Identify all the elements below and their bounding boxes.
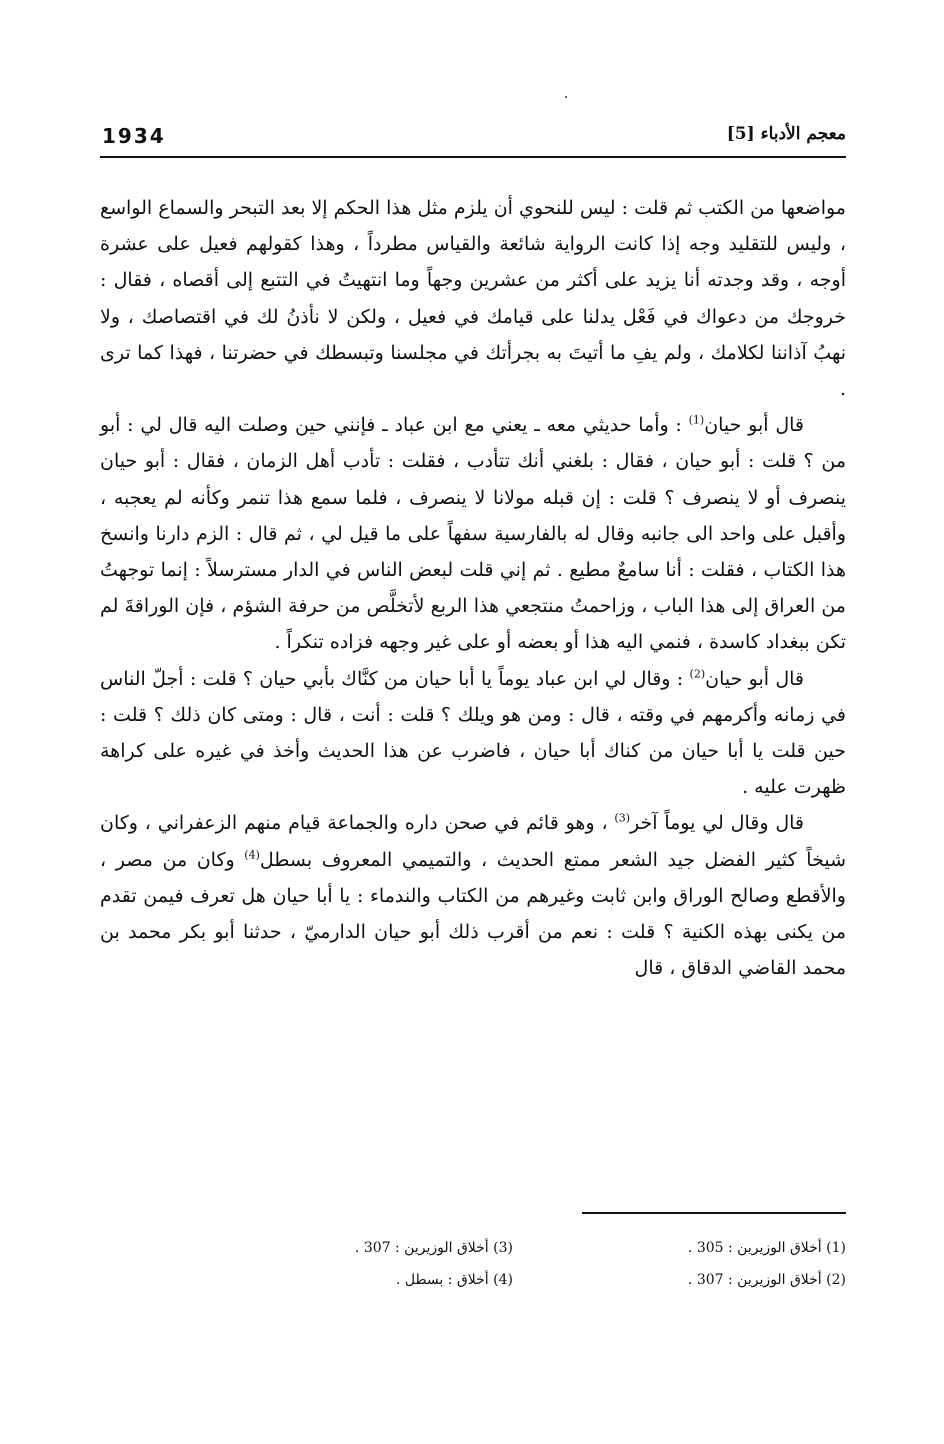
paragraph-text: ، وهو قائم في صحن داره والجماعة قيام منهم الزعفراني ، وكان شيخاً كثير الفضل جيد الشعر ممتع الحديث ، والتميمي المعروف بسطل: [100, 812, 847, 871]
footnote-ref: (4): [244, 848, 260, 862]
footnote-ref: (3): [614, 812, 630, 826]
footnote-rule: [582, 1212, 846, 1214]
footnote-ref: (2): [689, 667, 706, 681]
paragraph-text: وكان من مصر ، والأقطع وصالح الوراق وابن ثابت وغيرهم من الكتاب والندماء : يا أبا حيان هل تعرف فيمن تقدم من يكنى بهذه الكنية ؟ قلت : نعم من أقرب ذلك أبو حيان الدارميّ ، حدثنا أبو بكر محمد بن محمد القاضي الدقاق ، قال: [100, 848, 846, 980]
footnote-2: (2) أخلاق الوزيرين : 307 .: [687, 1272, 846, 1288]
paragraph-text: قال وقال لي يوماً آخر: [630, 812, 805, 835]
paragraph: [100, 661, 846, 806]
running-title: معجم الأدباء [5]: [726, 124, 846, 144]
header-rule: [100, 156, 846, 158]
paragraph-text: قال أبو حيان: [704, 414, 805, 437]
footnote-3: (3) أخلاق الوزيرين : 307 .: [354, 1240, 513, 1256]
footnote-4: (4) أخلاق : بسطل .: [395, 1272, 513, 1288]
footnotes: [200, 1232, 846, 1296]
footnote-ref: (1): [688, 413, 705, 427]
paragraph: [100, 805, 846, 986]
paragraph-text: : وأما حديثي معه ـ يعني مع ابن عباد ـ فإنني حين وصلت اليه قال لي : أبو من ؟ قلت : أبو حيان ، فقال : بلغني أنك تتأدب ، فقلت : تأدب أهل الزمان ، فقال : أبو حيان ينصرف أو لا ينصرف ؟ قلت : إن قبله مولانا لا ينصرف ، فلما سمع هذا تنمر وكأنه لم يعجبه ، وأقبل على واحد الى جانبه وقال له بالفارسية سفهاً على ما قيل لي ، ثم قال : الزم دارنا وانسخ هذا الكتاب ، فقلت : أنا سامعٌ مطيع . ثم إني قلت لبعض الناس في الدار مسترسلاً : إنما توجهتُ من العراق إلى هذا الباب ، وزاحمتُ منتجعي هذا الربع لأتخلَّص من حرفة الشؤم ، فإن الوراقةَ لم تكن ببغداد كاسدة ، فنمي اليه هذا أو بعضه أو على غير وجهه فزاده تنكراً .: [100, 414, 847, 654]
paragraph-text: مواضعها من الكتب ثم قلت : ليس للنحوي أن يلزم مثل هذا الحكم إلا بعد التبحر والسماع الواسع ، وليس للتقليد وجه إذا كانت الرواية شائعة والقياس مطرداً ، وهذا كقولهم فعيل على عشرة أوجه ، وقد وجدته أنا يزيد على أكثر من عشرين وجهاً وما انتهيتُ في التتبع إلى أقصاه ، فقال : خروجك من دعواك في فَعْل يدلنا على قيامك في فعيل ، ولكن لا نأذنُ لك في اقتصاصك ، ولا نهبُ آذاننا لكلامك ، ولم يفِ ما أتيتَ به بجرأتك في مجلسنا وتبسطك في حضرتنا ، فهذا كما ترى .: [100, 197, 846, 401]
body-text: [100, 190, 846, 986]
paragraph-text: : وقال لي ابن عباد يوماً يا أبا حيان من كنَّاك بأبي حيان ؟ قلت : أجلّ الناس في زمانه وأكرمهم في وقته ، قال : ومن هو ويلك ؟ قلت : أنت ، قال : ومتى كان ذلك ؟ قلت : حين قلت يا أبا حيان من كناك أبا حيان ، فاضرب عن هذا الحديث وأخذ في غيره على كراهة ظهرت عليه .: [100, 667, 846, 799]
paragraph: [100, 190, 846, 407]
paragraph: [100, 407, 846, 660]
paragraph-text: قال أبو حيان: [705, 667, 805, 690]
speck: [565, 96, 567, 98]
footnote-1: (1) أخلاق الوزيرين : 305 .: [687, 1240, 846, 1256]
page-header: [100, 120, 846, 154]
page-number: 1934: [102, 124, 166, 148]
